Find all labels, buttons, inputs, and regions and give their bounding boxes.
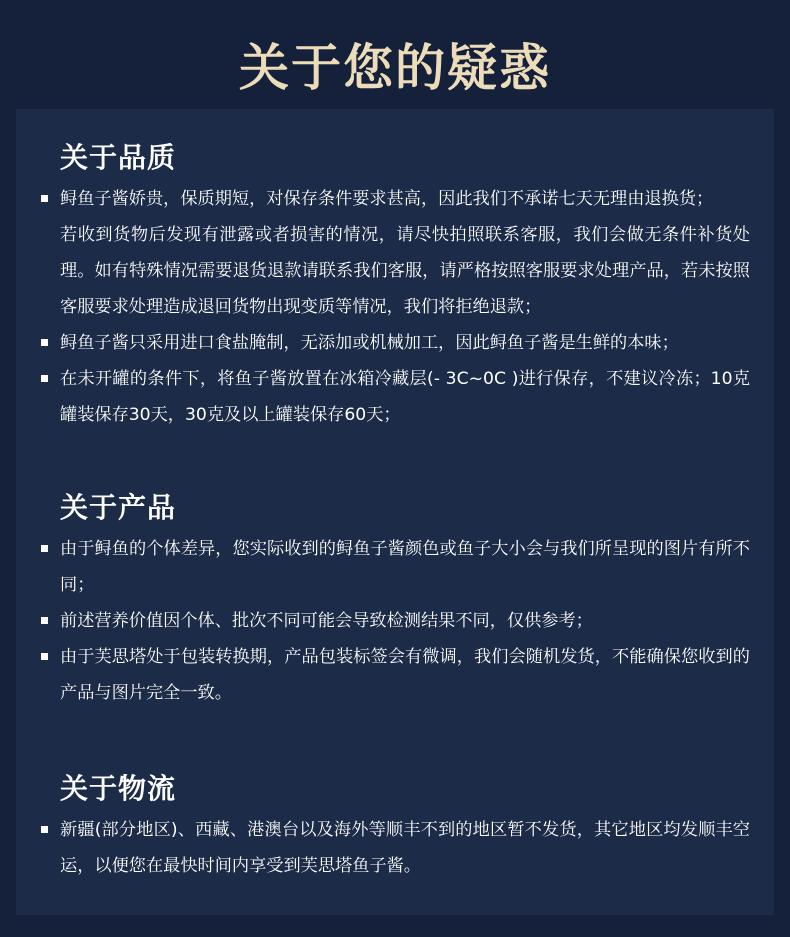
page-title: 关于您的疑惑 (239, 38, 551, 97)
bullet-icon (41, 617, 48, 624)
list-item-text: 若收到货物后发现有泄露或者损害的情况，请尽快拍照联系客服，我们会做无条件补货处理。如有特殊情况需要退货退款请联系我们客服，请严格按照客服要求处理产品，若未按照客服要求处理造成退回货物出现变质等情况，我们将拒绝退款； (60, 225, 750, 317)
list-item-text: 在未开罐的条件下，将鱼子酱放置在冰箱冷藏层(- 3C~0C )进行保存，不建议冷冻；10克罐装保存30天，30克及以上罐装保存60天； (60, 369, 750, 425)
list-item-text: 由于鲟鱼的个体差异，您实际收到的鲟鱼子酱颜色或鱼子大小会与我们所呈现的图片有所不同； (60, 539, 750, 595)
list-item-text: 前述营养价值因个体、批次不同可能会导致检测结果不同，仅供参考； (60, 611, 593, 631)
bullet-icon (41, 375, 48, 382)
section-heading-logistics: 关于物流 (60, 772, 177, 805)
section-heading-quality: 关于品质 (60, 141, 177, 174)
list-item-text: 由于芙思塔处于包装转换期，产品包装标签会有微调，我们会随机发货，不能确保您收到的产品与图片完全一致。 (60, 647, 750, 703)
bullet-icon (41, 653, 48, 660)
bullet-icon (41, 339, 48, 346)
section-heading-product: 关于产品 (60, 491, 177, 524)
bullet-icon (41, 545, 48, 552)
bullet-icon (41, 195, 48, 202)
list-item-text: 新疆(部分地区)、西藏、港澳台以及海外等顺丰不到的地区暂不发货，其它地区均发顺丰空运，以便您在最快时间内享受到芙思塔鱼子酱。 (60, 820, 750, 876)
faq-panel (16, 109, 774, 915)
list-item-text: 鲟鱼子酱只采用进口食盐腌制，无添加或机械加工，因此鲟鱼子酱是生鲜的本味； (60, 333, 679, 353)
bullet-icon (41, 826, 48, 833)
list-item-text: 鲟鱼子酱娇贵，保质期短，对保存条件要求甚高，因此我们不承诺七天无理由退换货； (60, 189, 714, 209)
